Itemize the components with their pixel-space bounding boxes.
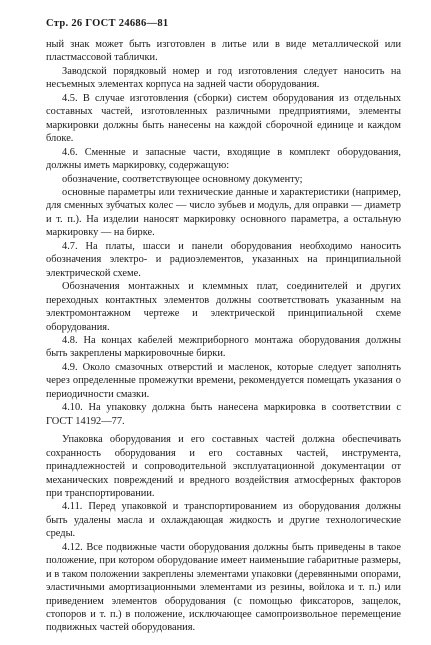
page-header: Стр. 26 ГОСТ 24686—81	[46, 18, 169, 29]
clause-4-5: 4.5. В случае изготовления (сборки) систем оборудования из отдельных составных частей, изготовленных различными предприятиями, элементы маркировки должны быть нанесены на каждой сборочной единице и каждом блоке.	[46, 92, 401, 145]
clause-4-9: 4.9. Около смазочных отверстий и масленок, которые следует заполнять через определенные промежутки времени, рекомендуется помещать указания о периодичности смазки.	[46, 361, 401, 400]
paragraph: Обозначения монтажных и клеммных плат, соединителей и других переходных контактных элементов должны соответствовать указанным на электромонтажном чертеже и электрической принципиальной схеме оборудования.	[46, 281, 401, 333]
clause-4-6: 4.6. Сменные и запасные части, входящие в комплект оборудования, должны иметь маркировку, содержащую:	[46, 146, 401, 172]
clause-4-11: 4.11. Перед упаковкой и транспортированием из оборудования должны быть удалены масла и охлаждающая жидкость и другие технологические среды.	[46, 501, 401, 540]
paragraph: Упаковка оборудования и его составных частей должна обеспечивать сохранность оборудования и его составных частей, инструмента, принадлежностей и сопроводительной эксплуатационной документации от механических повреждений и вредного воздействия атмосферных факторов при транспортировании.	[46, 434, 401, 499]
clause-4-7: 4.7. На платы, шасси и панели оборудования необходимо наносить обозначения электро- и радиоэлементов, указанных на принципиальной электрической схеме.	[46, 240, 401, 279]
paragraph: Заводской порядковый номер и год изготовления следует наносить на несъемных элементах корпуса на задней части оборудования.	[46, 65, 401, 91]
list-item: основные параметры или технические данные и характеристики (например, для сменных зубчатых колес — число зубьев и модуль, для оправки — диаметр и т. п.). На изделии наносят маркировку основного параметра, а остальную маркировку — на бирке.	[46, 186, 401, 239]
list-item: обозначение, соответствующее основному документу;	[62, 173, 303, 185]
body-text	[46, 38, 401, 635]
clause-4-10: 4.10. На упаковку должна быть нанесена маркировка в соответствии с ГОСТ 14192—77.	[46, 402, 401, 427]
paragraph-continuation: ный знак может быть изготовлен в литье или в виде металлической или пластмассовой таблички.	[46, 39, 401, 64]
clause-4-8: 4.8. На концах кабелей межприборного монтажа оборудования должны быть закреплены маркировочные бирки.	[46, 334, 401, 360]
clause-4-12: 4.12. Все подвижные части оборудования должны быть приведены в такое положение, при котором оборудование имеет наименьшие габаритные размеры, и в таком положении закреплены элементами упаковки (деревянными опорами, эластичными амортизационными элементами из резины, войлока и т. п.) или приведением элементов оборудования (с помощью фиксаторов, защелок, стопоров и т. п.) в положение, исключающее самопроизвольное перемещение подвижных частей оборудования.	[46, 541, 401, 634]
